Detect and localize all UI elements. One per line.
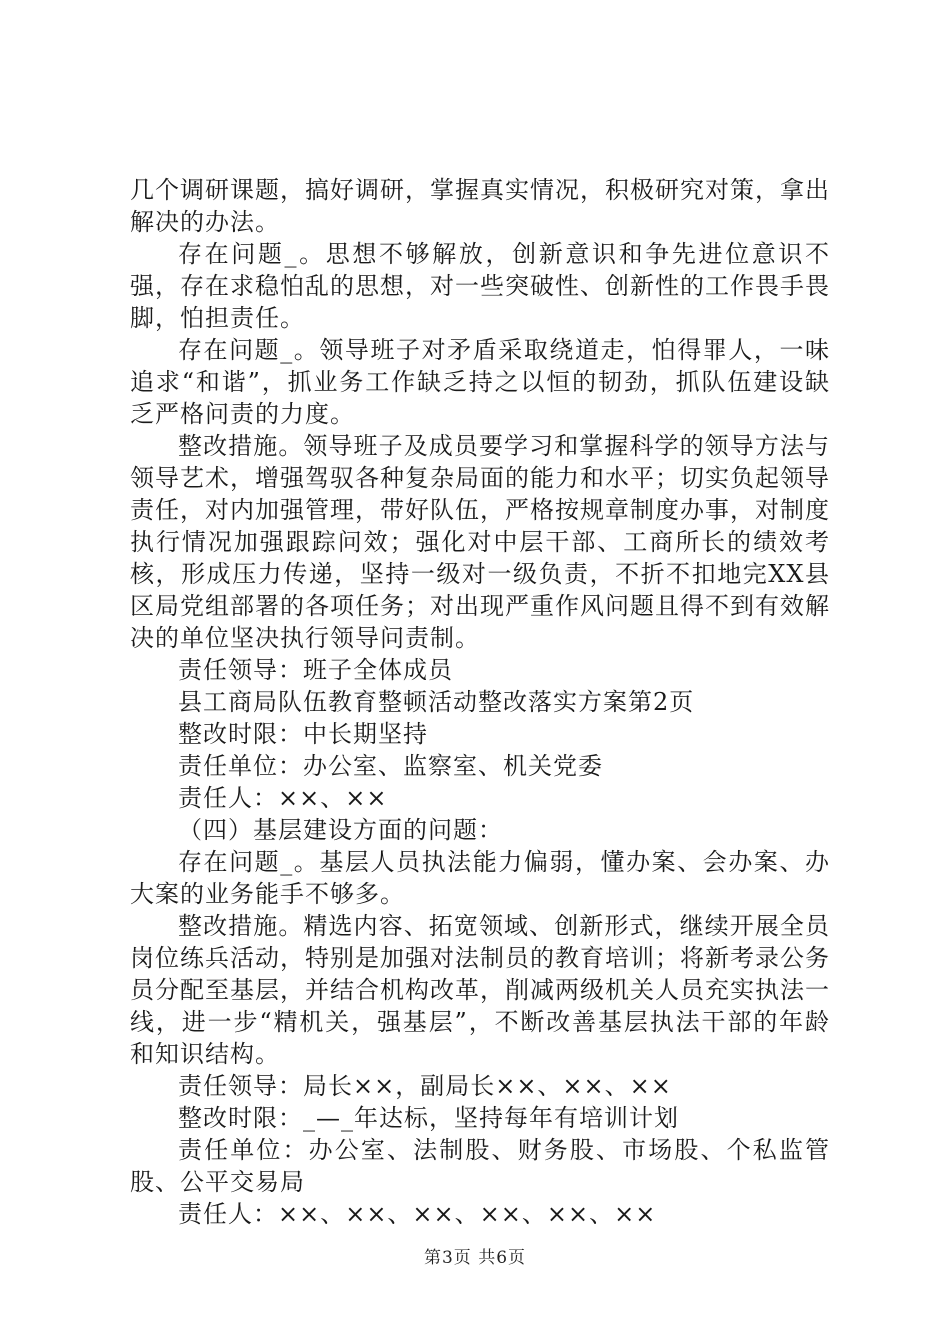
paragraph: 责任领导：班子全体成员 (178, 656, 453, 684)
paragraph: 整改措施。精选内容、拓宽领域、创新形式，继续开展全员岗位练兵活动，特别是加强对法制员的教育培训；将新考录公务员分配至基层，并结合机构改革，削减两级机关人员充实执法一线，进一步“精机关，强基层”，不断改善基层执法干部的年龄和知识结构。 (130, 912, 830, 1068)
paragraph: 责任人：××、×× (178, 784, 388, 812)
paragraph: 县工商局队伍教育整顿活动整改落实方案第2页 (178, 688, 695, 716)
section-heading: （四）基层建设方面的问题： (178, 816, 503, 844)
paragraph: 责任单位：办公室、法制股、财务股、市场股、个私监管股、公平交易局 (130, 1136, 830, 1196)
paragraph: 几个调研课题，搞好调研，掌握真实情况，积极研究对策，拿出解决的办法。 (130, 176, 830, 236)
paragraph: 存在问题_。领导班子对矛盾采取绕道走，怕得罪人，一味追求“和谐”，抓业务工作缺乏持之以恒的韧劲，抓队伍建设缺乏严格问责的力度。 (130, 336, 830, 428)
paragraph: 存在问题_。基层人员执法能力偏弱，懂办案、会办案、办大案的业务能手不够多。 (130, 848, 830, 908)
paragraph: 整改措施。领导班子及成员要学习和掌握科学的领导方法与领导艺术，增强驾驭各种复杂局面的能力和水平；切实负起领导责任，对内加强管理，带好队伍，严格按规章制度办事，对制度执行情况加强跟踪问效；强化对中层干部、工商所长的绩效考核，形成压力传递，坚持一级对一级负责，不折不扣地完XX县区局党组部署的各项任务；对出现严重作风问题且得不到有效解决的单位坚决执行领导问责制。 (130, 432, 830, 652)
paragraph: 责任领导：局长××，副局长××、××、×× (178, 1072, 672, 1100)
paragraph: 整改时限：中长期坚持 (178, 720, 428, 748)
paragraph: 责任人：××、××、××、××、××、×× (178, 1200, 657, 1228)
paragraph: 责任单位：办公室、监察室、机关党委 (178, 752, 603, 780)
paragraph: 存在问题_。思想不够解放，创新意识和争先进位意识不强，存在求稳怕乱的思想，对一些突破性、创新性的工作畏手畏脚，怕担责任。 (130, 240, 830, 332)
paragraph: 整改时限：_—_年达标，坚持每年有培训计划 (178, 1104, 679, 1132)
page-footer: 第3页 共6页 (423, 1248, 527, 1268)
document-body (130, 174, 830, 1230)
